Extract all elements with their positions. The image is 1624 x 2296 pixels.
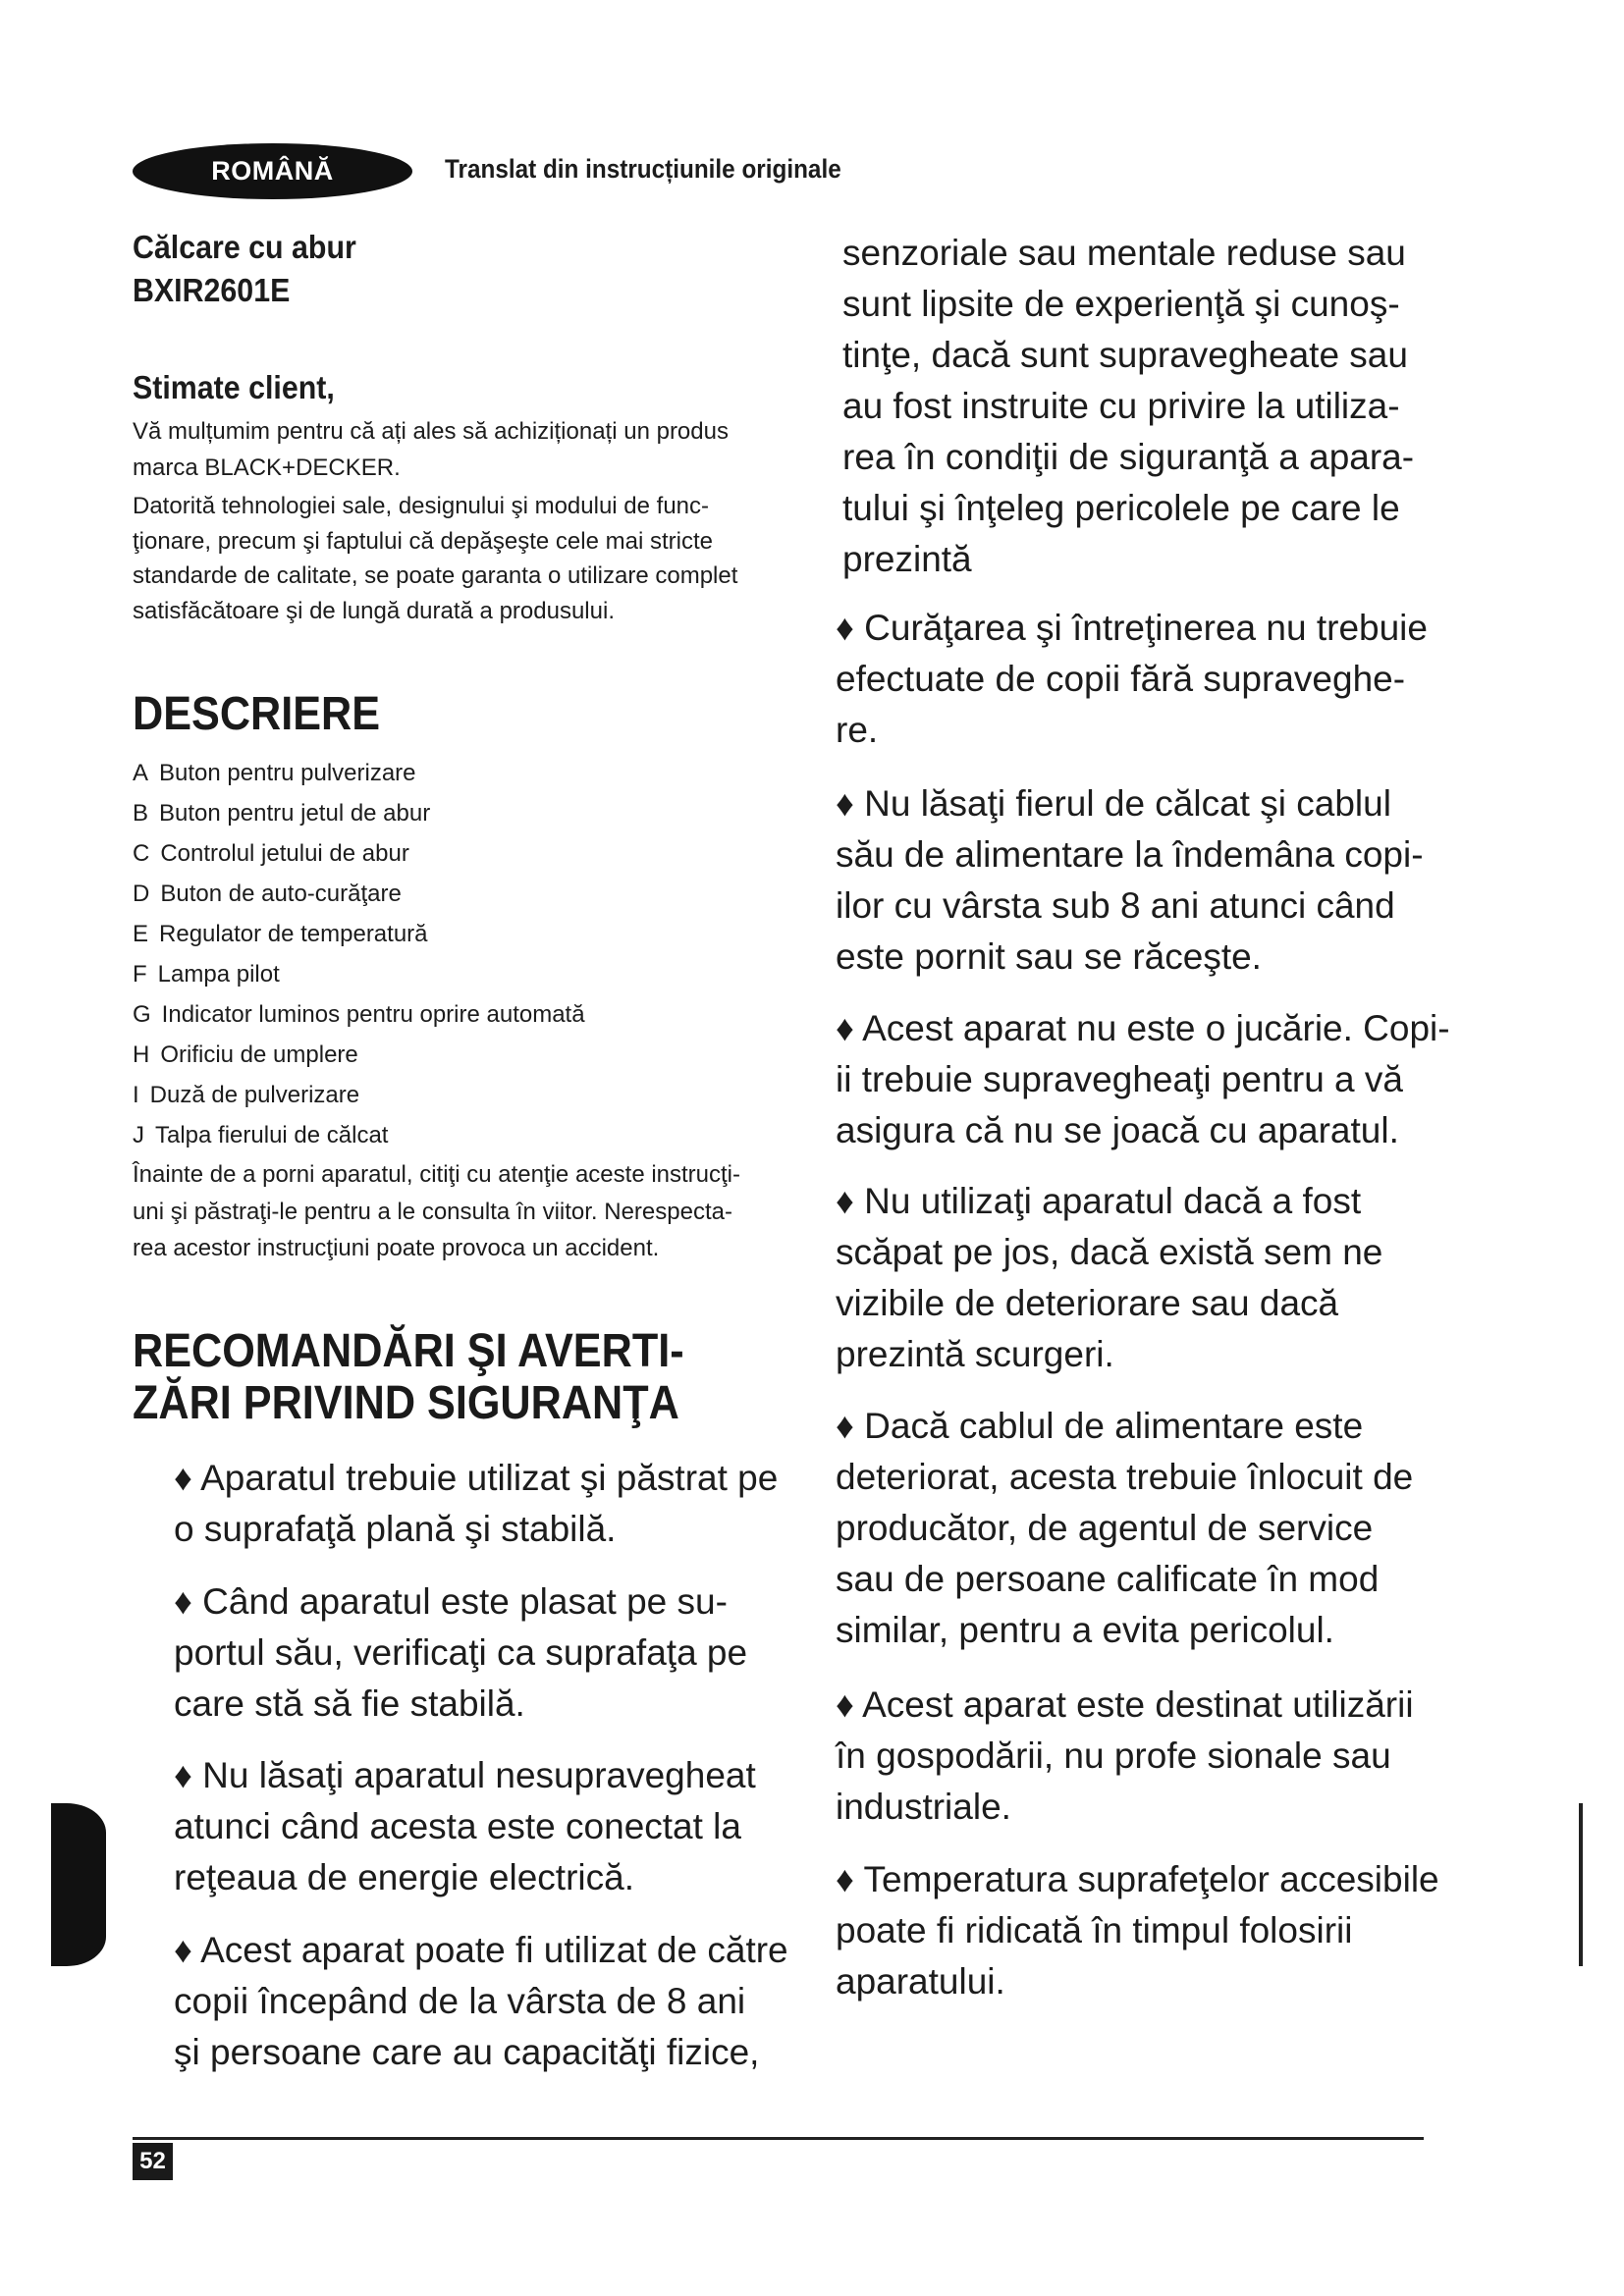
product-title	[133, 226, 356, 312]
safety-bullet	[836, 603, 1428, 756]
description-item	[133, 914, 585, 954]
bullet-line: sunt lipsite de experienţă şi cunoş-	[842, 284, 1400, 324]
description-item	[133, 753, 585, 793]
greeting-paragraph-1	[133, 413, 729, 486]
bullet-line: o suprafaţă plană şi stabilă.	[174, 1509, 617, 1549]
language-label: ROMÂNĂ	[211, 156, 334, 186]
bullet-line: atunci când acesta este conectat la	[174, 1806, 741, 1846]
description-item	[133, 833, 585, 874]
bullet-line: sau de persoane calificate în mod	[836, 1559, 1380, 1599]
bullet-line: producător, de agentul de service	[836, 1508, 1374, 1548]
page-number-box	[133, 2143, 173, 2180]
item-letter: E	[133, 921, 149, 947]
bullet-line: industriale.	[836, 1787, 1011, 1827]
item-letter: F	[133, 961, 147, 988]
safety-bullet	[836, 1003, 1450, 1156]
note-line: uni şi păstraţi-le pentru a le consulta în viitor. Nerespecta-	[133, 1198, 732, 1225]
item-letter: G	[133, 1001, 151, 1028]
item-label: Regulator de temperatură	[159, 921, 428, 947]
description-heading: DESCRIERE	[133, 688, 381, 740]
bullet-line: ♦ Temperatura suprafeţelor accesibile	[836, 1859, 1439, 1899]
item-label: Controlul jetului de abur	[160, 840, 409, 867]
item-letter: I	[133, 1082, 139, 1108]
bullet-line: ♦ Când aparatul este plasat pe su-	[174, 1581, 728, 1622]
paragraph-line: Datorită tehnologiei sale, designului şi modului de func-	[133, 493, 710, 519]
footer-rule	[133, 2137, 1424, 2140]
product-model: BXIR2601E	[133, 272, 291, 308]
item-letter: C	[133, 840, 150, 867]
safety-bullet	[836, 1401, 1413, 1656]
bullet-line: portul său, verificaţi ca suprafaţa pe	[174, 1632, 748, 1673]
paragraph-line: Vă mulțumim pentru că ați ales să achiziționați un produs	[133, 418, 729, 445]
safety-bullet	[836, 1680, 1414, 1833]
bullet-line: ♦ Acest aparat este destinat utilizării	[836, 1684, 1414, 1725]
item-label: Duză de pulverizare	[149, 1082, 360, 1108]
bullet-line: similar, pentru a evita pericolul.	[836, 1610, 1334, 1650]
note-line: Înainte de a porni aparatul, citiţi cu atenţie aceste instrucţi-	[133, 1161, 741, 1188]
item-label: Indicator luminos pentru oprire automată	[161, 1001, 585, 1028]
bullet-line: ilor cu vârsta sub 8 ani atunci când	[836, 885, 1395, 926]
bullet-line: ♦ Nu utilizaţi aparatul dacă a fost	[836, 1181, 1362, 1221]
bullet-line: au fost instruite cu privire la utiliza-	[842, 386, 1400, 426]
description-item	[133, 1035, 585, 1075]
safety-bullet	[174, 1453, 778, 1555]
language-badge	[133, 143, 412, 199]
bullet-line: ii trebuie supravegheaţi pentru a vă	[836, 1059, 1403, 1099]
item-label: Talpa fierului de călcat	[155, 1122, 389, 1148]
item-letter: J	[133, 1122, 144, 1148]
bullet-line: şi persoane care au capacităţi fizice,	[174, 2032, 760, 2072]
bullet-line: este pornit sau se răceşte.	[836, 936, 1262, 977]
item-label: Orificiu de umplere	[160, 1041, 358, 1068]
description-item	[133, 994, 585, 1035]
paragraph-line: marca BLACK+DECKER.	[133, 454, 401, 481]
item-letter: H	[133, 1041, 150, 1068]
bullet-line: ♦ Aparatul trebuie utilizat şi păstrat pe	[174, 1458, 779, 1498]
bullet-line: senzoriale sau mentale reduse sau	[842, 233, 1406, 273]
bullet-line: prezintă	[842, 539, 972, 579]
safety-continuation	[842, 228, 1414, 585]
bullet-line: ♦ Dacă cablul de alimentare este	[836, 1406, 1364, 1446]
bullet-line: tinţe, dacă sunt supravegheate sau	[842, 335, 1408, 375]
description-item	[133, 874, 585, 914]
page-number: 52	[139, 2148, 166, 2174]
description-item	[133, 793, 585, 833]
paragraph-line: standarde de calitate, se poate garanta o utilizare complet	[133, 562, 738, 589]
greeting-paragraph-2	[133, 489, 737, 628]
translation-note: Translat din instrucțiunile originale	[445, 154, 841, 184]
description-item	[133, 1115, 585, 1155]
bullet-line: ♦ Curăţarea şi întreţinerea nu trebuie	[836, 608, 1428, 648]
bullet-line: rea în condiţii de siguranţă a apara-	[842, 437, 1415, 477]
note-line: rea acestor instrucţiuni poate provoca un accident.	[133, 1235, 660, 1261]
bullet-line: care stă să fie stabilă.	[174, 1683, 525, 1724]
description-item	[133, 1075, 585, 1115]
bullet-line: vizibile de deteriorare sau dacă	[836, 1283, 1339, 1323]
product-name: Călcare cu abur	[133, 229, 356, 265]
safety-bullet	[836, 1854, 1439, 2007]
bullet-line: reţeaua de energie electrică.	[174, 1857, 634, 1897]
item-letter: B	[133, 800, 149, 827]
bullet-line: ♦ Acest aparat nu este o jucărie. Copi-	[836, 1008, 1450, 1048]
safety-heading	[133, 1326, 684, 1429]
bullet-line: scăpat pe jos, dacă există sem ne	[836, 1232, 1383, 1272]
description-note	[133, 1156, 740, 1267]
bullet-line: asigura că nu se joacă cu aparatul.	[836, 1110, 1399, 1150]
paragraph-line: satisfăcătoare şi de lungă durată a produsului.	[133, 597, 615, 624]
bullet-line: în gospodării, nu profe sionale sau	[836, 1735, 1391, 1776]
bullet-line: său de alimentare la îndemâna copi-	[836, 834, 1424, 875]
bullet-line: prezintă scurgeri.	[836, 1334, 1114, 1374]
bullet-line: re.	[836, 710, 879, 750]
item-label: Lampa pilot	[157, 961, 280, 988]
paragraph-line: ţionare, precum şi faptului că depăşeşte cele mai stricte	[133, 527, 713, 555]
item-label: Buton de auto-curăţare	[160, 881, 402, 907]
heading-line: ZĂRI PRIVIND SIGURANŢA	[133, 1376, 679, 1429]
item-label: Buton pentru jetul de abur	[159, 800, 431, 827]
margin-line	[1579, 1803, 1583, 1966]
safety-bullet	[174, 1576, 747, 1730]
description-list	[133, 753, 585, 1155]
bullet-line: ♦ Nu lăsaţi aparatul nesupravegheat	[174, 1755, 756, 1795]
greeting-title: Stimate client,	[133, 369, 335, 405]
safety-bullet	[836, 1176, 1382, 1380]
item-letter: D	[133, 881, 150, 907]
item-letter: A	[133, 760, 149, 786]
heading-line: RECOMANDĂRI ŞI AVERTI-	[133, 1325, 684, 1377]
description-item	[133, 954, 585, 994]
item-label: Buton pentru pulverizare	[159, 760, 416, 786]
bullet-line: ♦ Nu lăsaţi fierul de călcat şi cablul	[836, 783, 1391, 824]
safety-bullet	[836, 778, 1424, 983]
bullet-line: tului şi înţeleg pericolele pe care le	[842, 488, 1400, 528]
bullet-line: ♦ Acest aparat poate fi utilizat de către	[174, 1930, 788, 1970]
bullet-line: copii începând de la vârsta de 8 ani	[174, 1981, 746, 2021]
bullet-line: aparatului.	[836, 1961, 1005, 2002]
bullet-line: efectuate de copii fără supraveghe-	[836, 659, 1406, 699]
language-side-tab	[51, 1803, 106, 1966]
bullet-line: poate fi ridicată în timpul folosirii	[836, 1910, 1353, 1950]
safety-bullet	[174, 1750, 756, 1903]
safety-bullet	[174, 1925, 788, 2078]
bullet-line: deteriorat, acesta trebuie înlocuit de	[836, 1457, 1414, 1497]
